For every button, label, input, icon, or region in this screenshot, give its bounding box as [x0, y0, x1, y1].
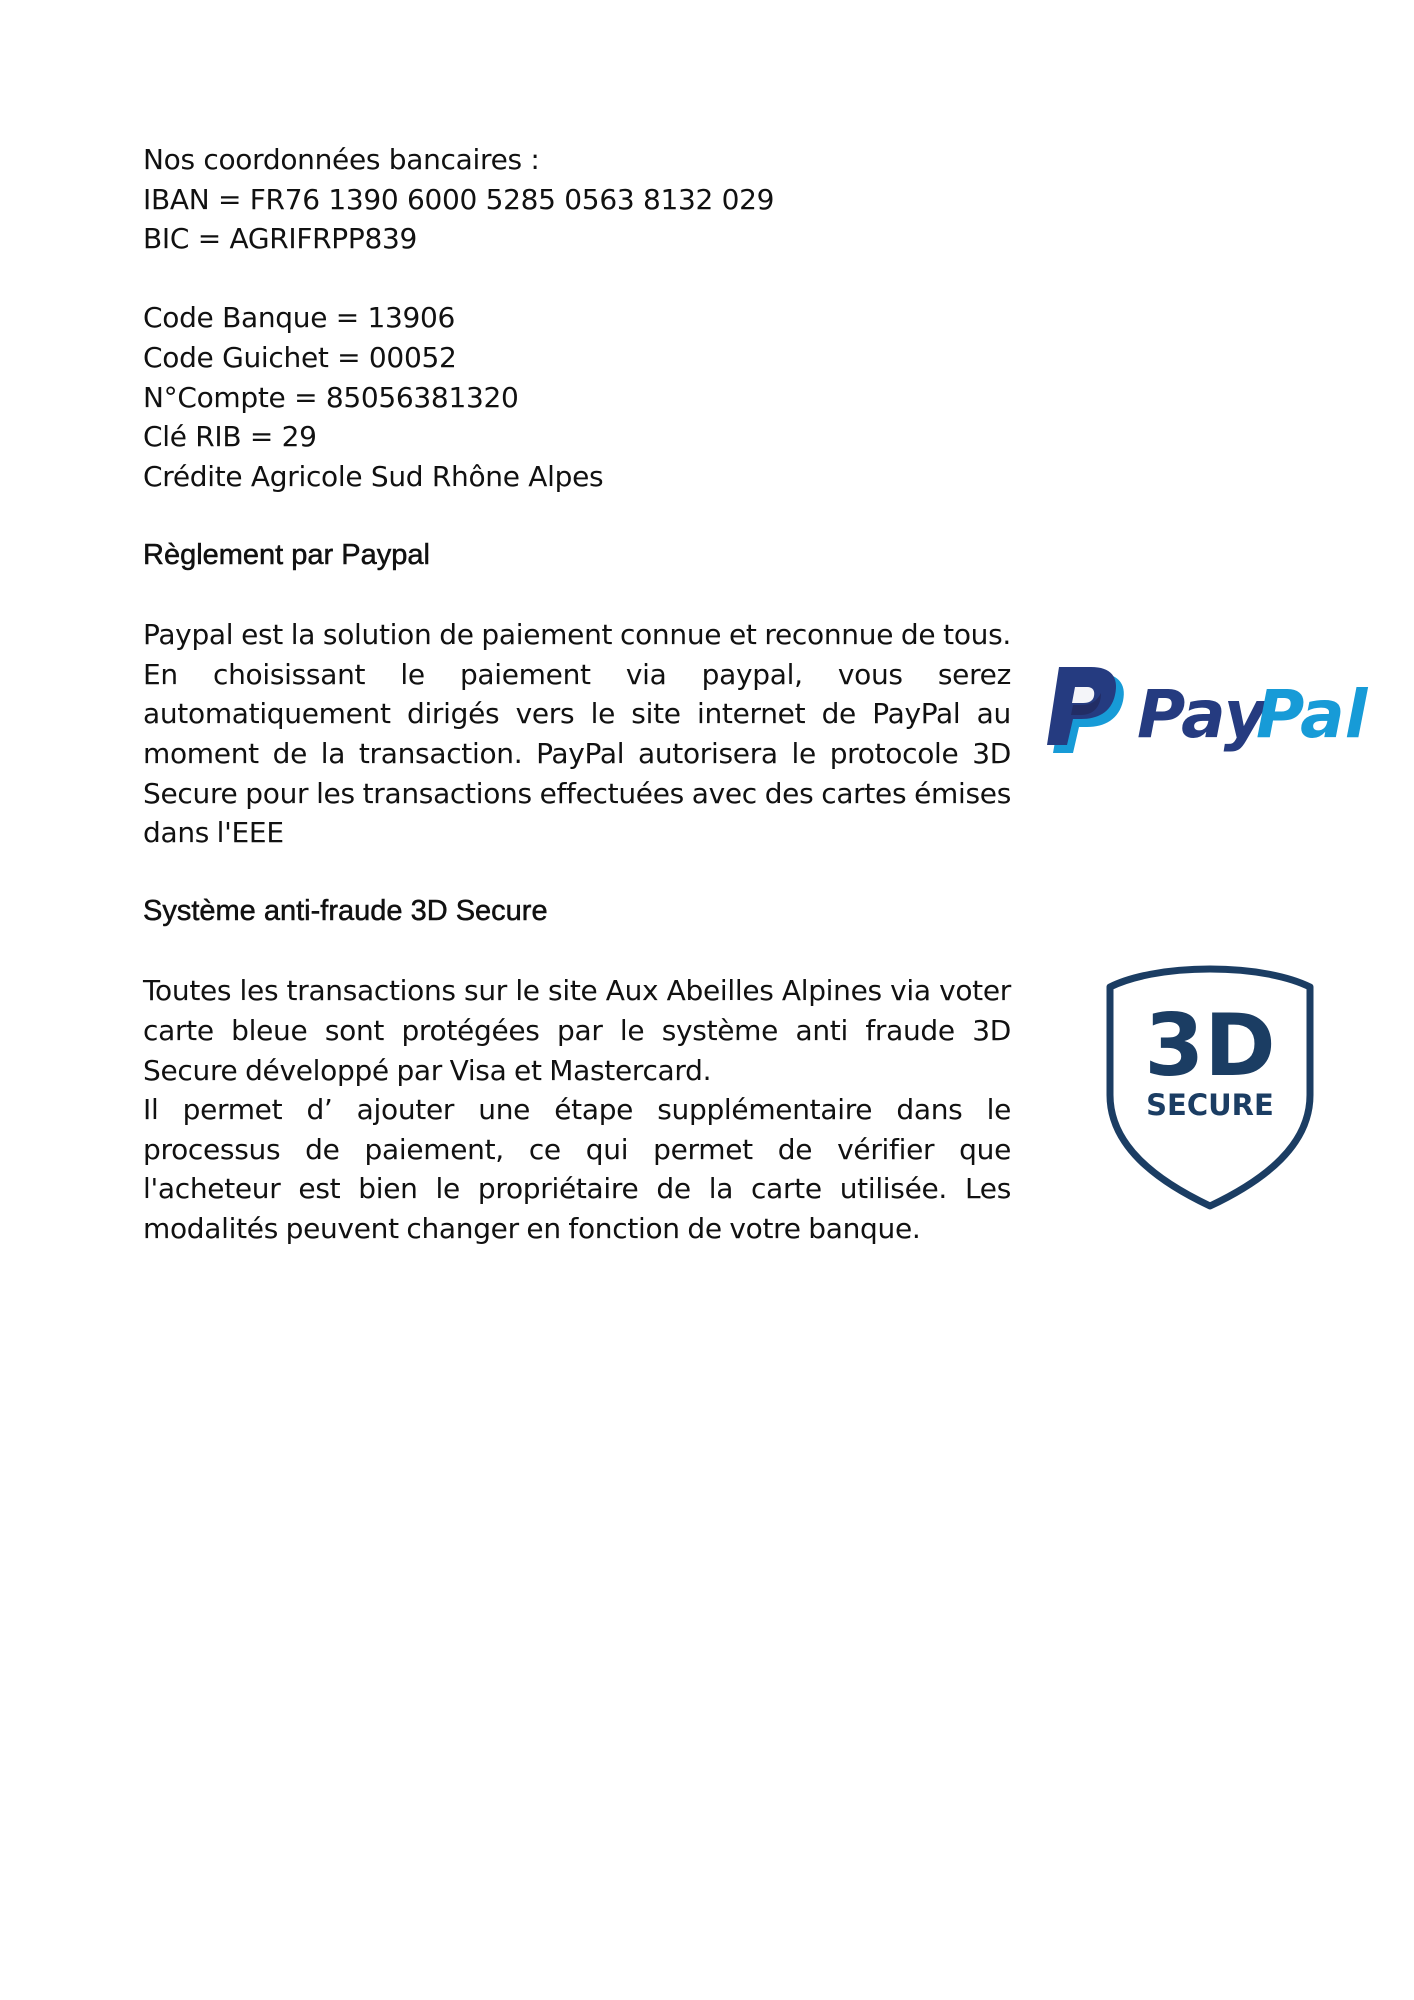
paypal-word-pay: Pay	[1137, 676, 1267, 753]
spacer	[143, 576, 1011, 616]
paypal-section-paragraph: Paypal est la solution de paiement connue et reconnue de tous. En choisissant le paiement via paypal, vous serez automatiquement dirigés vers le site internet de PayPal au moment de la transaction. PayPal autorisera le protocole 3D Secure pour les transactions effectuées avec des cartes émises dans l'EEE	[143, 618, 1011, 850]
bic-line: BIC = AGRIFRPP839	[143, 222, 418, 256]
text-column	[143, 140, 1011, 1249]
secure-section-paragraph-1: Toutes les transactions sur le site Aux Abeilles Alpines via voter carte bleue sont protégées par le système anti fraude 3D Secure développé par Visa et Mastercard.	[143, 974, 1011, 1087]
secure-section-heading: Système anti-fraude 3D Secure	[143, 895, 548, 928]
paypal-word-pal: Pal	[1256, 676, 1368, 753]
numero-compte-line: N°Compte = 85056381320	[143, 380, 519, 414]
code-guichet-line: Code Guichet = 00052	[143, 340, 457, 374]
iban-line: IBAN = FR76 1390 6000 5285 0563 8132 029	[143, 182, 775, 216]
spacer	[143, 932, 1011, 972]
secure-section-paragraph-2: Il permet d’ ajouter une étape supplémentaire dans le processus de paiement, ce qui permet de vérifier que l'acheteur est bien le propriétaire de la carte utilisée. Les modalités peuvent changer en fonction de votre banque.	[143, 1093, 1011, 1246]
paypal-logo-icon	[1045, 665, 1375, 755]
bank-details-intro: Nos coordonnées bancaires :	[143, 143, 540, 176]
code-banque-line: Code Banque = 13906	[143, 301, 456, 335]
3d-secure-shield-icon	[1105, 965, 1315, 1210]
spacer	[143, 259, 1011, 299]
bank-name-line: Crédite Agricole Sud Rhône Alpes	[143, 459, 604, 493]
spacer	[143, 496, 1011, 536]
spacer	[143, 853, 1011, 893]
paypal-section-heading: Règlement par Paypal	[143, 538, 430, 571]
cle-rib-line: Clé RIB = 29	[143, 420, 317, 454]
badge-3d-text: 3D	[1144, 996, 1276, 1096]
badge-secure-text: SECURE	[1146, 1088, 1274, 1122]
